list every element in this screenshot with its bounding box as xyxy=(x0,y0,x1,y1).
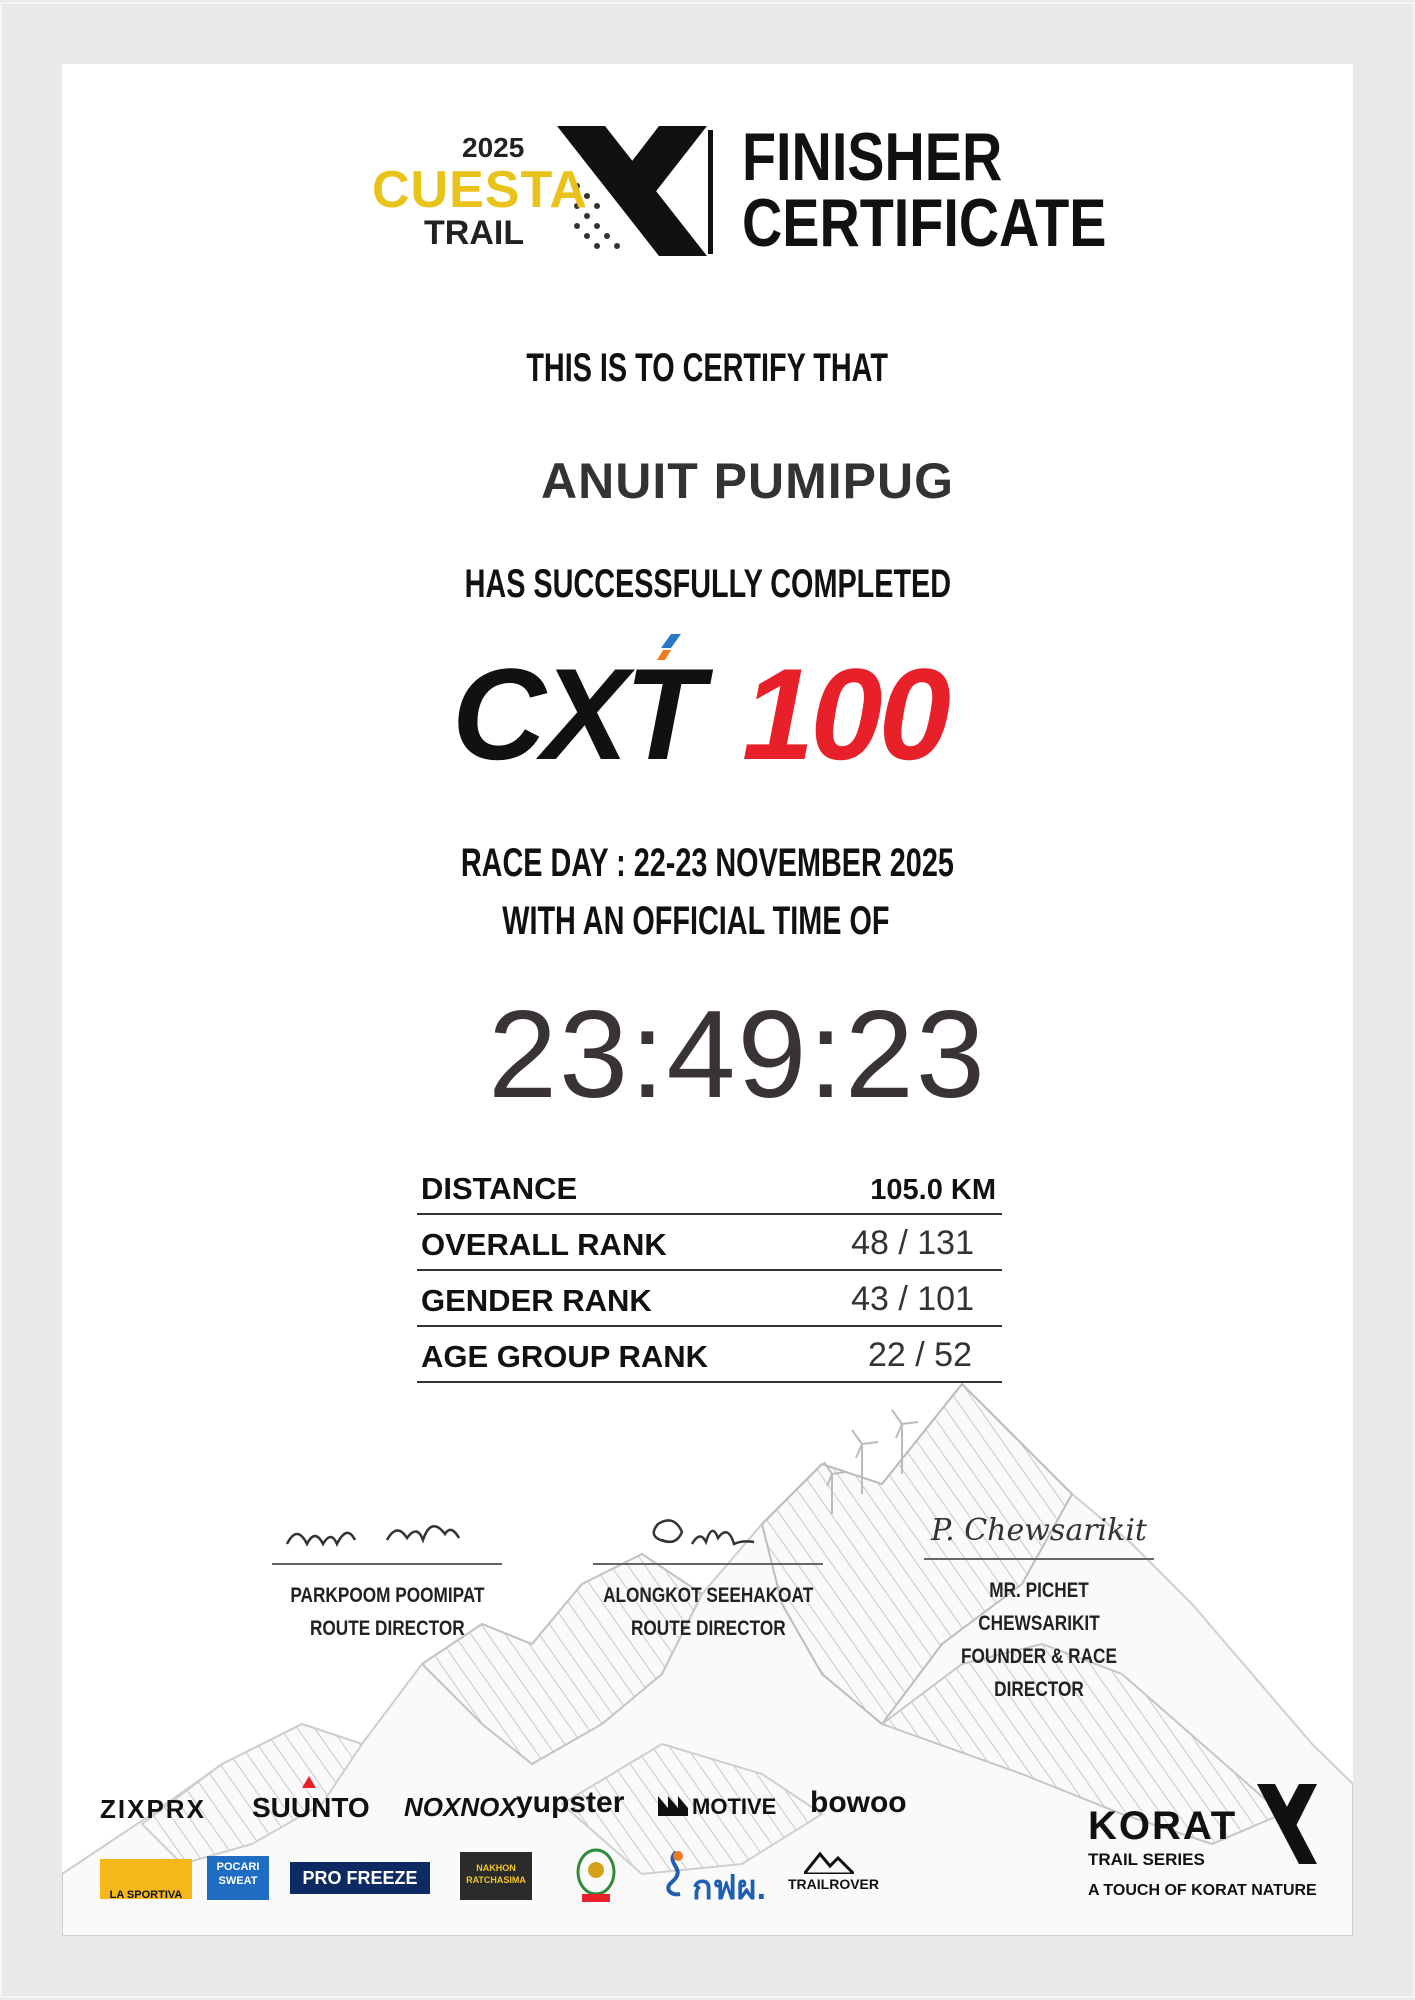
race-logo xyxy=(452,634,972,794)
sponsor-bowoo: bowoo xyxy=(810,1786,907,1819)
race-logo-letters: CXT xyxy=(452,641,700,787)
stat-value: 43 / 101 xyxy=(851,1280,974,1318)
sponsor-yupster: yupster xyxy=(516,1786,625,1819)
stat-value: 105.0 KM xyxy=(870,1174,996,1206)
event-year: 2025 xyxy=(462,132,525,163)
signature-block-3 xyxy=(909,1504,1169,1706)
signatory-name: PARKPOOM POOMIPAT xyxy=(289,1584,485,1607)
race-logo-number: 100 xyxy=(742,641,947,787)
trailrover-mountain-icon xyxy=(804,1850,854,1874)
certify-intro: THIS IS TO CERTIFY THAT xyxy=(526,346,889,390)
table-row xyxy=(417,1327,1002,1383)
sponsor-la-sportiva: LA SPORTIVA xyxy=(100,1859,192,1899)
stat-value: 48 / 131 xyxy=(851,1224,974,1262)
sponsor-pocari: POCARI SWEAT xyxy=(207,1856,269,1900)
completed-text: HAS SUCCESSFULLY COMPLETED xyxy=(464,562,951,606)
table-row xyxy=(417,1215,1002,1271)
participant-name: ANUIT PUMIPUG xyxy=(541,453,954,509)
egat-mark-icon xyxy=(660,1848,690,1898)
results-table xyxy=(417,1159,1002,1383)
stat-value: 22 / 52 xyxy=(868,1336,972,1374)
stat-label: DISTANCE xyxy=(421,1171,578,1206)
certificate xyxy=(62,64,1353,1936)
province-seal-icon xyxy=(572,1846,620,1904)
korat-tagline: A TOUCH OF KORAT NATURE xyxy=(1088,1882,1317,1899)
signature-scribble-1 xyxy=(267,1504,507,1558)
stat-label: OVERALL RANK xyxy=(421,1227,667,1262)
race-day-block xyxy=(62,834,1353,950)
table-row xyxy=(417,1159,1002,1215)
signatory-role: ROUTE DIRECTOR xyxy=(630,1617,786,1640)
signatory-name: MR. PICHET CHEWSARIKIT xyxy=(978,1579,1100,1635)
sponsor-trailrover: TRAILROVER xyxy=(788,1876,879,1892)
sponsor-zixprx: ZIXPRX xyxy=(100,1794,206,1824)
signatory-name: ALONGKOT SEEHAKOAT xyxy=(602,1584,814,1607)
sponsor-pro-freeze: PRO FREEZE xyxy=(290,1862,430,1894)
sponsor-motive: MOTIVE xyxy=(692,1794,777,1819)
sponsor-suunto: SUUNTO xyxy=(252,1792,370,1823)
signature-line xyxy=(924,1558,1154,1560)
stat-label: AGE GROUP RANK xyxy=(421,1339,709,1374)
stat-label: GENDER RANK xyxy=(421,1283,652,1318)
signature-block-2 xyxy=(578,1504,838,1645)
signatory-role: FOUNDER & RACE DIRECTOR xyxy=(961,1645,1117,1701)
signatory-role: ROUTE DIRECTOR xyxy=(309,1617,465,1640)
race-day: RACE DAY : 22-23 NOVEMBER 2025 xyxy=(461,841,954,885)
title-line-1: FINISHER xyxy=(742,119,1003,195)
sponsor-egat: กฟผ. xyxy=(692,1869,767,1907)
sponsor-noxnox: NOXNOX xyxy=(404,1792,517,1822)
suunto-triangle-icon xyxy=(302,1776,316,1788)
brand-trail: TRAIL xyxy=(424,214,525,252)
signature-line xyxy=(593,1563,823,1565)
official-time-label: WITH AN OFFICIAL TIME OF xyxy=(501,899,890,943)
korat-x-icon xyxy=(1257,1784,1317,1864)
motive-mark-icon xyxy=(658,1796,688,1816)
signature-line xyxy=(272,1563,502,1565)
certificate-title xyxy=(742,119,1107,261)
header-divider xyxy=(708,130,713,254)
korat-title: KORAT xyxy=(1088,1804,1238,1848)
title-line-2: CERTIFICATE xyxy=(742,185,1107,261)
signature-script: P. Chewsarikit xyxy=(931,1513,1147,1548)
table-row xyxy=(417,1271,1002,1327)
signature-block-1 xyxy=(257,1504,517,1645)
brand-cuesta: CUESTA xyxy=(372,161,588,219)
sponsor-nakhon: NAKHON RATCHASIMA xyxy=(460,1852,532,1900)
korat-series: TRAIL SERIES xyxy=(1088,1850,1205,1869)
official-time: 23:49:23 xyxy=(488,986,987,1124)
signature-scribble-2 xyxy=(588,1504,828,1558)
